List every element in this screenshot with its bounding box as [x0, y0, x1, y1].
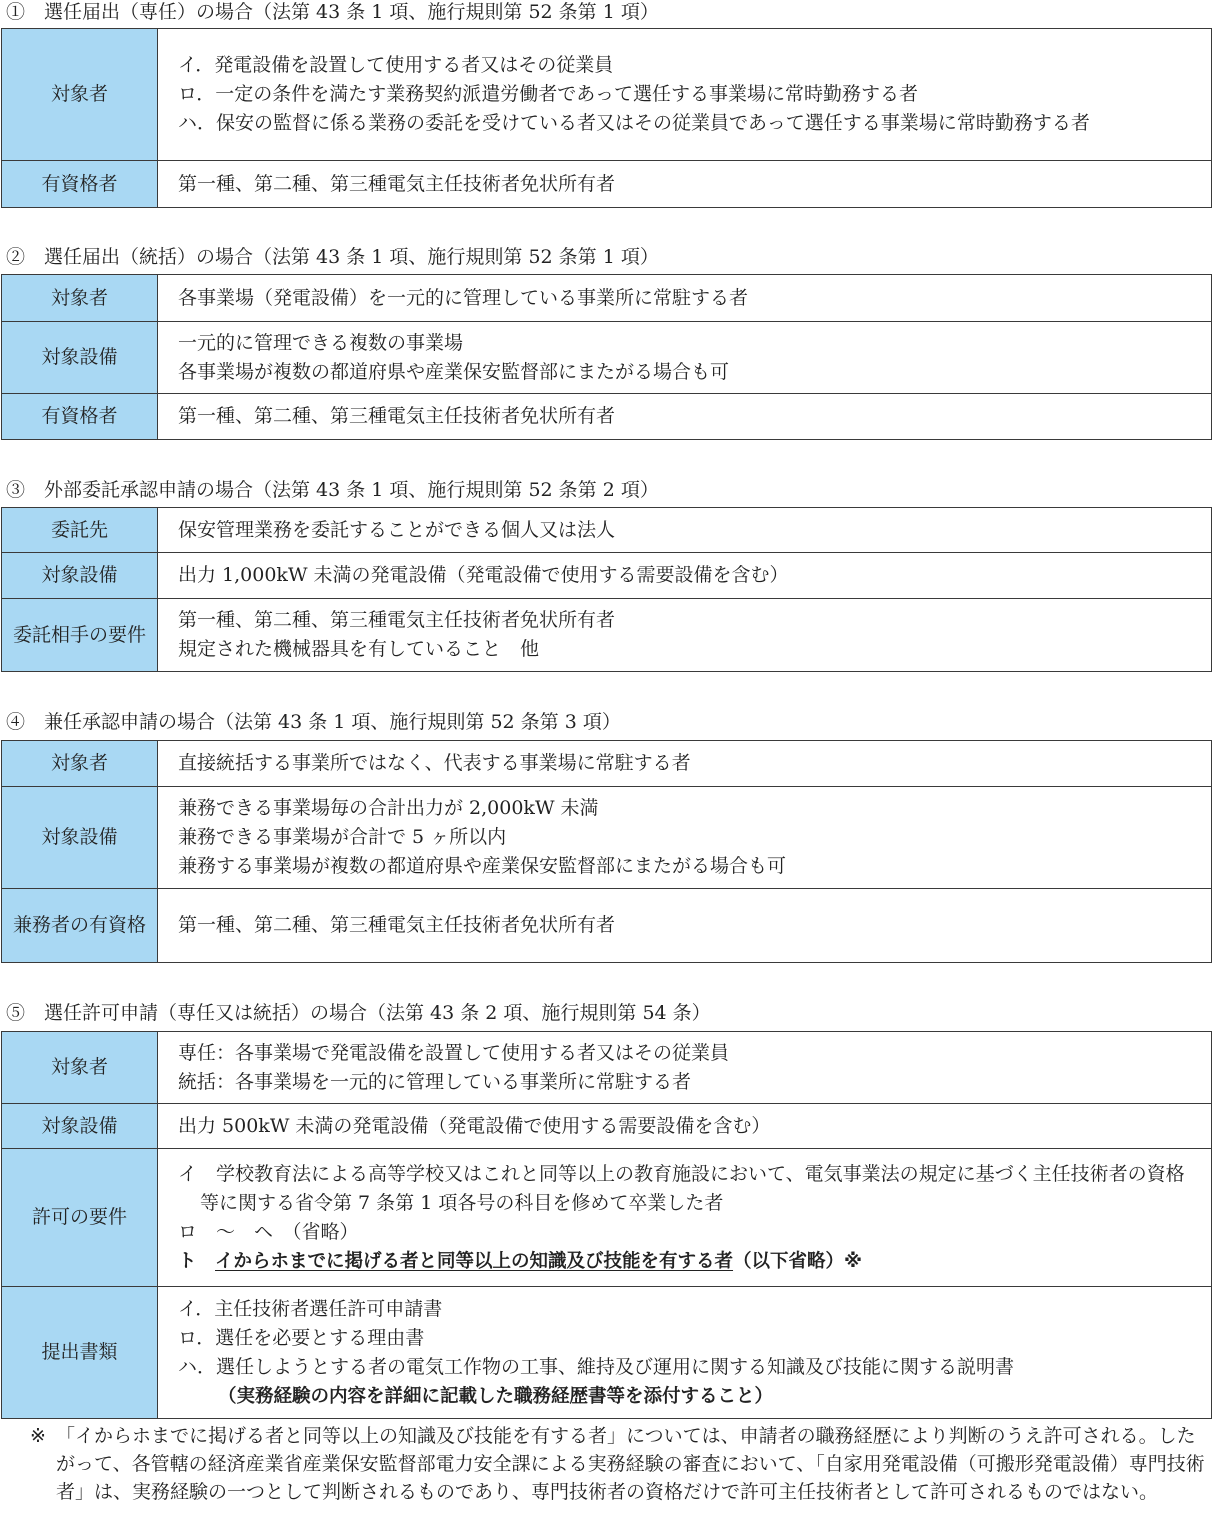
list-item: 第一種、第二種、第三種電気主任技術者免状所有者: [178, 405, 616, 427]
list-item: 専任：各事業場で発電設備を設置して使用する者又はその従業員: [178, 1041, 730, 1064]
table-row: [2, 741, 1212, 787]
table-row: [2, 394, 1212, 440]
section-3-table: [1, 507, 1212, 672]
footnote-mark: ※: [30, 1425, 46, 1447]
table-row: [2, 1032, 1212, 1104]
list-item: 一元的に管理できる複数の事業場: [178, 331, 464, 354]
section-1-title: ① 選任届出（専任）の場合（法第 43 条 1 項、施行規則第 52 条第 1 項）: [6, 1, 659, 23]
row-value: [158, 889, 1212, 963]
list-item-prefix: ト: [178, 1250, 216, 1272]
row-value: [158, 1032, 1212, 1104]
row-label: 委託相手の要件: [2, 599, 158, 672]
bold-note: （実務経験の内容を詳細に記載した職務経歴書等を添付すること）: [218, 1385, 774, 1407]
table-row: [2, 787, 1212, 889]
list-item: 第一種、第二種、第三種電気主任技術者免状所有者: [178, 172, 616, 195]
row-value: [158, 599, 1212, 672]
section-4-title: ④ 兼任承認申請の場合（法第 43 条 1 項、施行規則第 52 条第 3 項）: [6, 711, 621, 733]
list-item: 直接統括する事業所ではなく、代表する事業場に常駐する者: [178, 752, 691, 774]
list-item: 兼務できる事業場が合計で 5 ヶ所以内: [178, 826, 507, 848]
row-value: [158, 508, 1212, 553]
row-label: 対象者: [2, 1032, 158, 1104]
row-label: 委託先: [2, 508, 158, 553]
row-value: [158, 787, 1212, 889]
table-row: [2, 508, 1212, 553]
section-2-title: ② 選任届出（統括）の場合（法第 43 条 1 項、施行規則第 52 条第 1 項）: [6, 246, 659, 268]
row-value: [158, 29, 1212, 161]
list-item-suffix: （以下省略）※: [733, 1250, 863, 1272]
list-item: イ 学校教育法による高等学校又はこれと同等以上の教育施設において、電気事業法の規定に基づく主任技術者の資格等に関する省令第 7 条第 1 項各号の科目を修めて卒業した者: [178, 1162, 1185, 1214]
row-value: [158, 1287, 1212, 1419]
list-item: ロ．選任を必要とする理由書: [178, 1326, 425, 1349]
row-label: 対象設備: [2, 322, 158, 394]
list-item: ロ 〜 ヘ （省略）: [178, 1220, 359, 1243]
row-value: [158, 394, 1212, 440]
list-item: 第一種、第二種、第三種電気主任技術者免状所有者: [178, 914, 616, 936]
row-value: [158, 322, 1212, 394]
row-value: [158, 1104, 1212, 1149]
section-3-title: ③ 外部委託承認申請の場合（法第 43 条 1 項、施行規則第 52 条第 2 項）: [6, 479, 659, 501]
table-row: [2, 275, 1212, 322]
row-label: 兼務者の有資格: [2, 889, 158, 963]
section-5-table: [1, 1031, 1212, 1419]
row-label: 対象者: [2, 29, 158, 161]
row-label: 対象設備: [2, 1104, 158, 1149]
footnote-text: 「イからホまでに掲げる者と同等以上の知識及び技能を有する者」については、申請者の職務経歴により判断のうえ許可される。したがって、各管轄の経済産業省産業保安監督部電力安全課による実務経験の審査において、「自家用発電設備（可搬形発電設備）専門技術者」は、実務経験の一つとして判断されるものであり、専門技術者の資格だけで許可主任技術者として許可されるものではない。: [56, 1425, 1205, 1503]
list-item: 規定された機械器具を有していること 他: [178, 638, 540, 660]
row-value: [158, 553, 1212, 599]
row-label: 対象設備: [2, 787, 158, 889]
list-item: ハ．保安の監督に係る業務の委託を受けている者又はその従業員であって選任する事業場に常時勤務する者: [178, 112, 1090, 134]
footnote: [30, 1422, 1210, 1506]
section-2-table: [1, 274, 1212, 440]
section-5-title: ⑤ 選任許可申請（専任又は統括）の場合（法第 43 条 2 項、施行規則第 54 条）: [6, 1002, 711, 1024]
list-item: イ．主任技術者選任許可申請書: [178, 1297, 443, 1320]
list-item: [178, 1247, 1201, 1276]
row-label: 許可の要件: [2, 1149, 158, 1287]
list-item: 兼務できる事業場毎の合計出力が 2,000kW 未満: [178, 797, 599, 819]
row-label: 有資格者: [2, 394, 158, 440]
table-row: [2, 889, 1212, 963]
row-label: 提出書類: [2, 1287, 158, 1419]
row-label: 対象者: [2, 275, 158, 322]
table-row: [2, 161, 1212, 208]
table-row: [2, 1149, 1212, 1287]
row-value: [158, 1149, 1212, 1287]
table-row: [2, 553, 1212, 599]
list-item: ロ．一定の条件を満たす業務契約派遣労働者であって選任する事業場に常時勤務する者: [178, 83, 919, 105]
list-item: 各事業場（発電設備）を一元的に管理している事業所に常駐する者: [178, 286, 749, 309]
section-1-table: [1, 28, 1212, 208]
row-value: [158, 741, 1212, 787]
list-item: 出力 1,000kW 未満の発電設備（発電設備で使用する需要設備を含む）: [178, 564, 789, 586]
table-row: [2, 29, 1212, 161]
table-row: [2, 1287, 1212, 1419]
underlined-text: イからホまでに掲げる者と同等以上の知識及び技能を有する者: [215, 1250, 734, 1272]
section-4-table: [1, 740, 1212, 963]
list-item: 出力 500kW 未満の発電設備（発電設備で使用する需要設備を含む）: [178, 1114, 771, 1137]
list-item: 保安管理業務を委託することができる個人又は法人: [178, 518, 616, 541]
row-value: [158, 275, 1212, 322]
list-item: 統括：各事業場を一元的に管理している事業所に常駐する者: [178, 1070, 692, 1093]
row-label: 対象設備: [2, 553, 158, 599]
list-item: 兼務する事業場が複数の都道府県や産業保安監督部にまたがる場合も可: [178, 855, 787, 877]
row-label: 有資格者: [2, 161, 158, 208]
list-item: イ．発電設備を設置して使用する者又はその従業員: [178, 54, 614, 76]
row-label: 対象者: [2, 741, 158, 787]
table-row: [2, 1104, 1212, 1149]
list-item: 各事業場が複数の都道府県や産業保安監督部にまたがる場合も可: [178, 360, 730, 383]
list-item: ハ．選任しようとする者の電気工作物の工事、維持及び運用に関する知識及び技能に関する説明書: [178, 1355, 1015, 1378]
row-value: [158, 161, 1212, 208]
table-row: [2, 322, 1212, 394]
list-item: 第一種、第二種、第三種電気主任技術者免状所有者: [178, 609, 616, 631]
table-row: [2, 599, 1212, 672]
